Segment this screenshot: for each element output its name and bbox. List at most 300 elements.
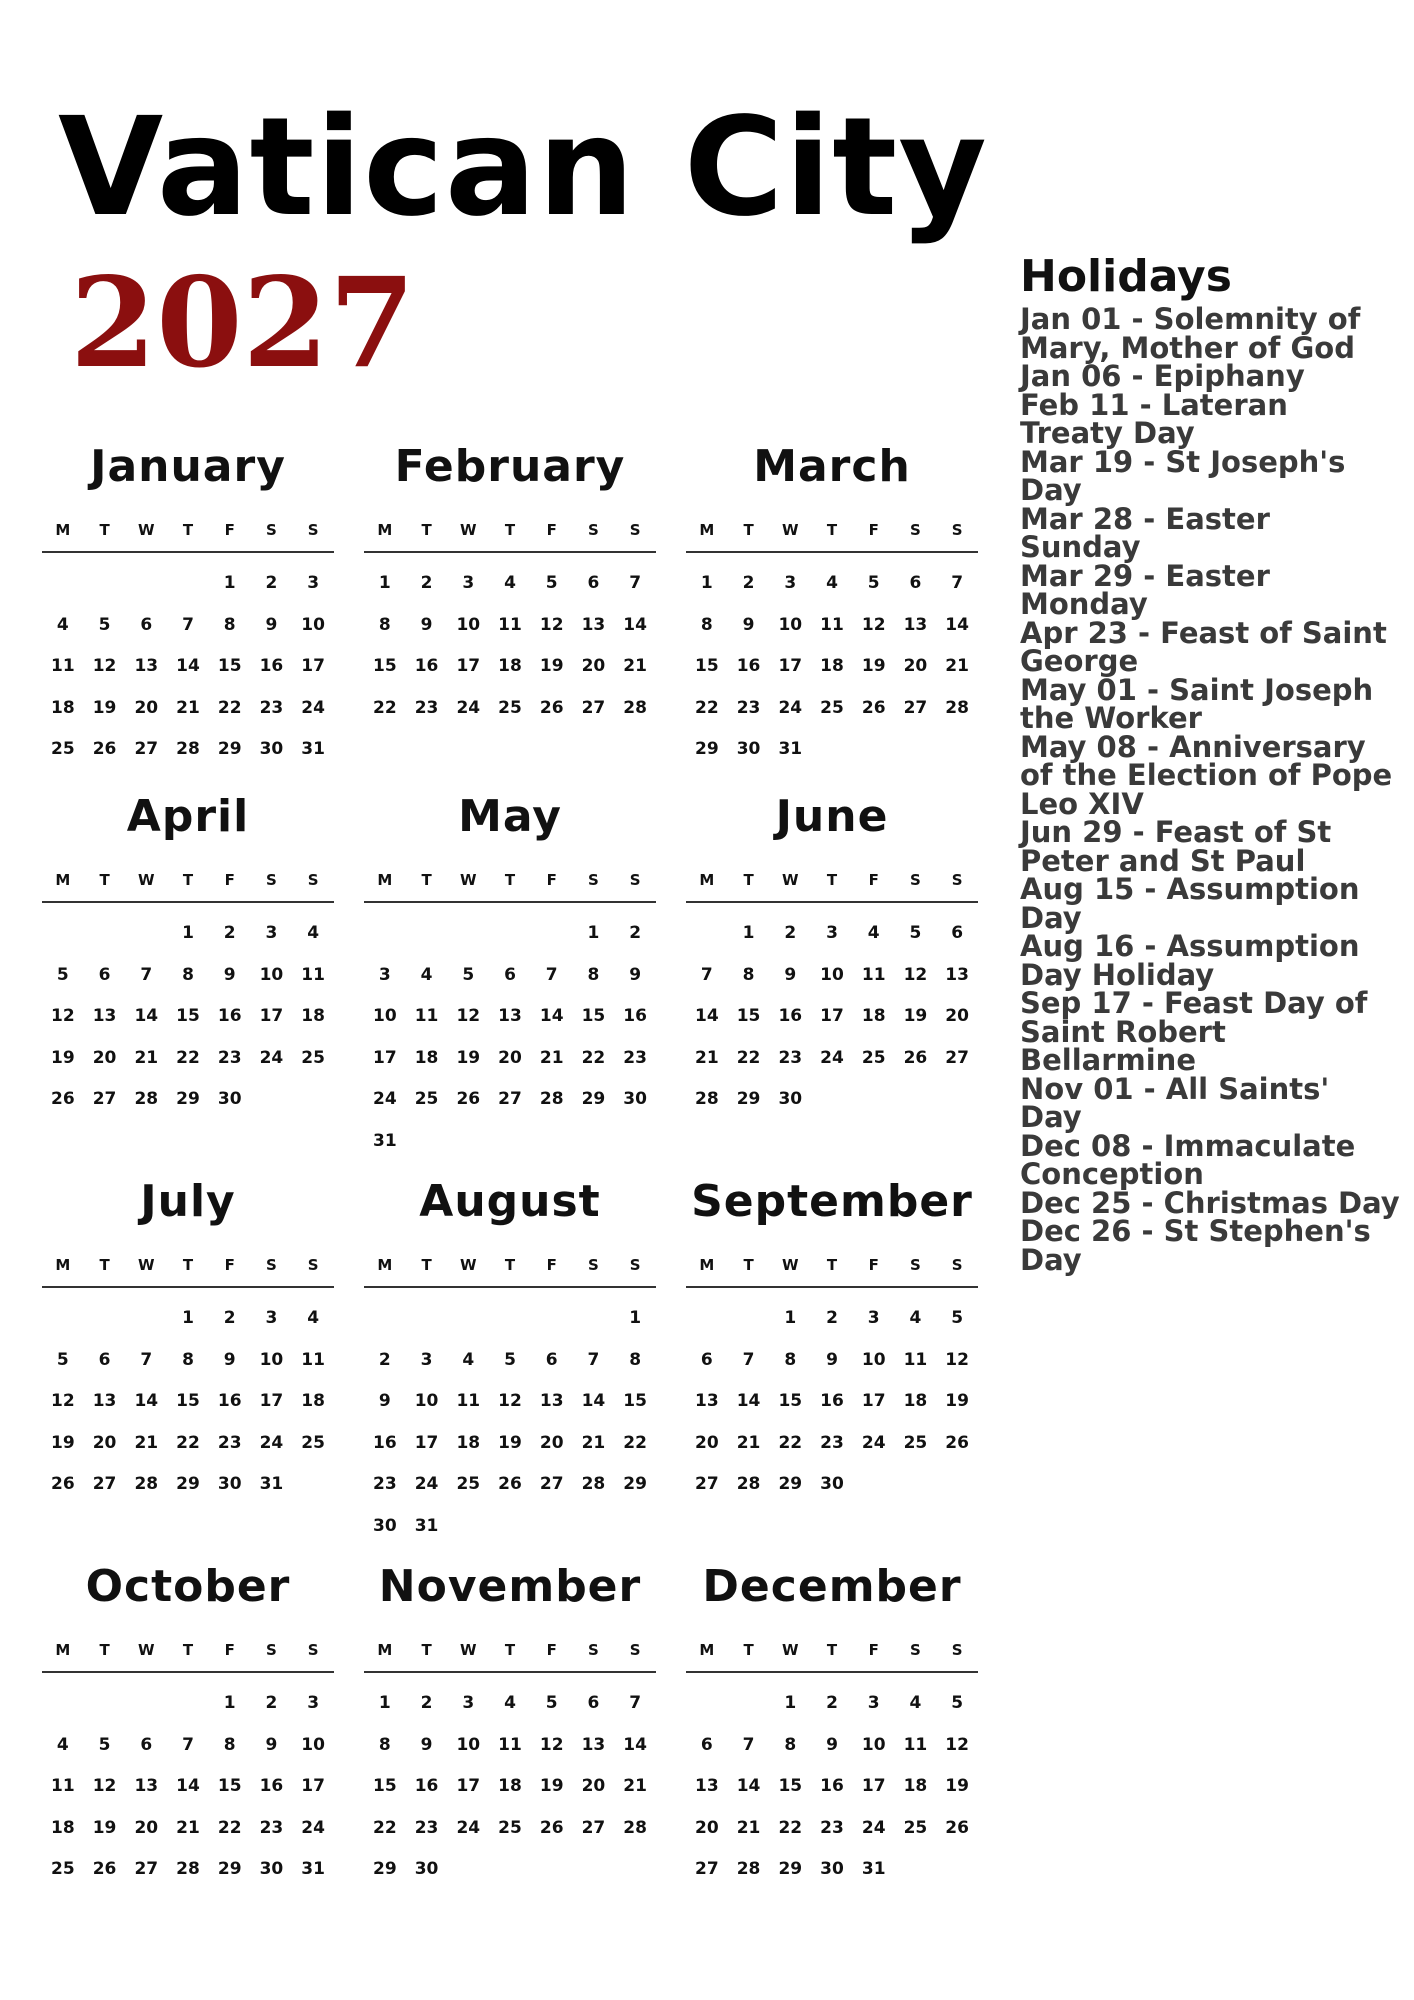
day-cell: 12 [861, 614, 886, 635]
day-cell: 8 [587, 964, 600, 985]
day-cell: 17 [414, 1432, 439, 1453]
weekday-label: W [782, 521, 799, 539]
day-cell: 12 [498, 1391, 522, 1411]
day-cell: 25 [414, 1089, 439, 1109]
day-cell: 11 [861, 964, 886, 985]
day-cell: 7 [951, 573, 964, 593]
days-grid [686, 1673, 978, 1891]
day-cell: 6 [587, 573, 600, 593]
empty-cell [125, 563, 167, 605]
day-cell: 29 [695, 739, 719, 759]
day-cell: 14 [176, 1776, 200, 1796]
day-cell: 5 [951, 1308, 964, 1328]
month-february [364, 441, 656, 795]
day-cell: 30 [373, 1515, 397, 1536]
holidays-title: Holidays [1020, 251, 1232, 302]
day-cell: 22 [217, 697, 242, 718]
weekday-label: F [868, 1641, 879, 1659]
day-cell: 22 [176, 1432, 200, 1453]
day-cell: 14 [736, 1776, 761, 1796]
day-cell: 7 [742, 1349, 755, 1370]
day-cell: 2 [265, 1693, 278, 1713]
day-cell: 26 [945, 1432, 969, 1453]
holiday-item: Jun 29 - Feast of St Peter and St Paul [1020, 815, 1332, 878]
day-cell: 16 [259, 656, 284, 676]
day-cell: 10 [259, 1349, 284, 1370]
day-cell: 8 [742, 964, 755, 985]
weekday-label: T [182, 521, 194, 539]
day-cell: 9 [223, 964, 236, 985]
day-cell: 12 [92, 656, 117, 676]
day-cell: 30 [623, 1089, 647, 1109]
day-cell: 17 [820, 1006, 844, 1026]
weekday-label: S [588, 521, 599, 539]
weekday-header [42, 1256, 334, 1288]
month-january [42, 441, 334, 795]
day-cell: 26 [92, 1859, 117, 1879]
day-cell: 2 [223, 1308, 236, 1328]
day-cell: 23 [373, 1474, 397, 1494]
day-cell: 25 [301, 1432, 325, 1453]
day-cell: 19 [92, 697, 117, 718]
month-name: January [90, 441, 286, 492]
weekday-label: W [460, 1641, 477, 1659]
day-cell: 3 [462, 573, 475, 593]
weekday-label: T [826, 871, 838, 889]
weekday-label: T [99, 1641, 110, 1659]
weekday-label: T [504, 871, 516, 889]
day-cell: 29 [623, 1474, 647, 1494]
month-march [686, 441, 978, 795]
day-cell: 16 [736, 656, 761, 676]
day-cell: 2 [826, 1693, 838, 1713]
day-cell: 7 [587, 1349, 600, 1370]
day-cell: 15 [373, 1776, 397, 1796]
day-cell: 30 [414, 1859, 439, 1879]
day-cell: 29 [736, 1089, 761, 1109]
day-cell: 25 [903, 1432, 928, 1453]
day-cell: 26 [51, 1089, 75, 1109]
day-cell: 28 [176, 739, 200, 759]
day-cell: 1 [378, 573, 391, 593]
month-name: November [378, 1561, 642, 1612]
day-cell: 6 [700, 1734, 713, 1755]
empty-cell [531, 913, 573, 955]
day-cell: 22 [581, 1047, 606, 1068]
day-cell: 22 [736, 1047, 761, 1068]
weekday-label: S [629, 521, 641, 539]
weekday-header [364, 521, 656, 553]
day-cell: 4 [867, 923, 880, 943]
day-cell: 28 [945, 697, 969, 718]
year-title: 2027 [70, 251, 416, 396]
day-cell: 27 [695, 1859, 719, 1879]
weekday-label: S [266, 1256, 277, 1274]
holiday-item: Apr 23 - Feast of Saint George [1020, 615, 1387, 678]
day-cell: 18 [498, 656, 522, 676]
weekday-label: F [546, 521, 557, 539]
day-cell: 25 [861, 1047, 886, 1068]
day-cell: 23 [820, 1817, 844, 1838]
day-cell: 24 [456, 1817, 481, 1838]
day-cell: 21 [176, 697, 200, 718]
day-cell: 6 [951, 923, 964, 943]
days-grid [364, 903, 656, 1162]
empty-cell [167, 563, 209, 605]
weekday-label: S [266, 871, 277, 889]
days-grid [364, 553, 656, 729]
day-cell: 28 [623, 1817, 647, 1838]
day-cell: 12 [92, 1776, 117, 1796]
month-june [686, 791, 978, 1180]
weekday-label: F [224, 1256, 235, 1274]
day-cell: 8 [378, 1734, 391, 1755]
weekday-header [686, 871, 978, 903]
day-cell: 5 [504, 1349, 516, 1370]
weekday-label: T [99, 1256, 110, 1274]
weekday-label: T [421, 1641, 432, 1659]
day-cell: 15 [176, 1391, 200, 1411]
day-cell: 4 [826, 573, 838, 593]
day-cell: 7 [545, 964, 558, 985]
empty-cell [84, 563, 126, 605]
day-cell: 20 [903, 656, 928, 676]
day-cell: 23 [820, 1432, 844, 1453]
day-cell: 10 [373, 1006, 397, 1026]
day-cell: 10 [414, 1391, 439, 1411]
day-cell: 29 [176, 1474, 200, 1494]
day-cell: 12 [945, 1734, 969, 1755]
day-cell: 10 [778, 614, 803, 635]
holiday-item: May 08 - Anniversary of the Election of Pope Leo XIV [1020, 729, 1393, 821]
day-cell: 15 [778, 1391, 803, 1411]
month-name: June [775, 791, 889, 842]
weekday-label: T [182, 1256, 194, 1274]
day-cell: 15 [695, 656, 719, 676]
day-cell: 20 [92, 1047, 117, 1068]
weekday-label: S [910, 1641, 921, 1659]
day-cell: 2 [265, 573, 278, 593]
day-cell: 24 [778, 697, 803, 718]
day-cell: 22 [778, 1817, 803, 1838]
day-cell: 28 [623, 697, 647, 718]
day-cell: 10 [301, 614, 325, 635]
day-cell: 26 [92, 739, 117, 759]
day-cell: 17 [861, 1391, 886, 1411]
weekday-label: T [504, 1641, 516, 1659]
day-cell: 13 [92, 1006, 117, 1026]
day-cell: 18 [414, 1047, 439, 1068]
day-cell: 18 [51, 697, 75, 718]
weekday-header [364, 1256, 656, 1288]
days-grid [686, 1288, 978, 1506]
day-cell: 31 [778, 739, 803, 759]
month-name: December [702, 1561, 962, 1612]
day-cell: 4 [909, 1308, 922, 1328]
day-cell: 13 [539, 1391, 564, 1411]
day-cell: 18 [301, 1006, 325, 1026]
day-cell: 28 [695, 1089, 719, 1109]
day-cell: 15 [217, 1776, 242, 1796]
day-cell: 1 [182, 1308, 194, 1328]
month-may [364, 791, 656, 1180]
day-cell: 13 [134, 1776, 159, 1796]
day-cell: 30 [259, 739, 284, 759]
day-cell: 28 [736, 1474, 761, 1494]
day-cell: 20 [945, 1006, 969, 1026]
day-cell: 27 [581, 697, 606, 718]
day-cell: 1 [223, 573, 236, 593]
day-cell: 9 [629, 964, 642, 985]
empty-cell [489, 913, 531, 955]
day-cell: 14 [134, 1391, 159, 1411]
weekday-label: S [951, 1641, 963, 1659]
weekday-label: S [266, 521, 277, 539]
day-cell: 5 [98, 614, 111, 635]
day-cell: 18 [301, 1391, 325, 1411]
weekday-label: W [782, 1256, 799, 1274]
weekday-label: W [138, 1256, 155, 1274]
day-cell: 1 [182, 923, 194, 943]
day-cell: 5 [951, 1693, 964, 1713]
day-cell: 11 [51, 1776, 75, 1796]
day-cell: 21 [134, 1432, 159, 1453]
day-cell: 8 [700, 614, 713, 635]
day-cell: 24 [820, 1047, 844, 1068]
day-cell: 10 [861, 1734, 886, 1755]
day-cell: 7 [140, 964, 153, 985]
day-cell: 1 [378, 1693, 391, 1713]
day-cell: 24 [861, 1817, 886, 1838]
weekday-label: T [99, 871, 110, 889]
day-cell: 23 [414, 697, 439, 718]
day-cell: 19 [539, 656, 564, 676]
month-name: May [458, 791, 562, 842]
weekday-header [686, 1641, 978, 1673]
weekday-header [686, 521, 978, 553]
holiday-item: Mar 28 - Easter Sunday [1020, 501, 1270, 564]
weekday-label: F [224, 871, 235, 889]
day-cell: 13 [903, 614, 928, 635]
day-cell: 29 [217, 1859, 242, 1879]
day-cell: 29 [373, 1859, 397, 1879]
day-cell: 28 [176, 1859, 200, 1879]
day-cell: 18 [903, 1776, 928, 1796]
day-cell: 2 [742, 573, 755, 593]
month-april [42, 791, 334, 1180]
day-cell: 20 [92, 1432, 117, 1453]
weekday-label: S [629, 1641, 641, 1659]
day-cell: 21 [945, 656, 969, 676]
day-cell: 17 [456, 1776, 481, 1796]
day-cell: 26 [945, 1817, 969, 1838]
empty-cell [447, 913, 489, 955]
day-cell: 28 [134, 1474, 159, 1494]
weekday-label: T [826, 1256, 838, 1274]
day-cell: 26 [498, 1474, 522, 1494]
empty-cell [84, 1683, 126, 1725]
day-cell: 26 [51, 1474, 75, 1494]
weekday-label: M [55, 871, 71, 889]
day-cell: 9 [420, 614, 433, 635]
day-cell: 22 [373, 1817, 397, 1838]
empty-cell [686, 1683, 728, 1725]
day-cell: 24 [456, 697, 481, 718]
day-cell: 13 [134, 656, 159, 676]
day-cell: 15 [176, 1006, 200, 1026]
day-cell: 22 [695, 697, 719, 718]
days-grid [42, 1288, 334, 1506]
day-cell: 2 [420, 573, 433, 593]
day-cell: 6 [700, 1349, 713, 1370]
day-cell: 15 [736, 1006, 761, 1026]
holiday-list [1020, 302, 1400, 1277]
weekday-label: F [868, 1256, 879, 1274]
day-cell: 12 [456, 1006, 481, 1026]
day-cell: 9 [742, 614, 755, 635]
weekday-label: F [868, 871, 879, 889]
day-cell: 22 [217, 1817, 242, 1838]
day-cell: 8 [784, 1349, 797, 1370]
day-cell: 19 [945, 1776, 969, 1796]
day-cell: 9 [223, 1349, 236, 1370]
day-cell: 20 [498, 1047, 522, 1068]
empty-cell [686, 913, 728, 955]
holiday-item: Jan 06 - Epiphany [1020, 359, 1305, 393]
days-grid [364, 1673, 656, 1891]
holidays-panel [1020, 251, 1400, 1277]
day-cell: 30 [778, 1089, 803, 1109]
day-cell: 2 [378, 1349, 391, 1370]
day-cell: 6 [98, 1349, 111, 1370]
holiday-item: Mar 19 - St Joseph's Day [1020, 444, 1346, 507]
weekday-label: M [699, 521, 715, 539]
day-cell: 16 [217, 1006, 242, 1026]
day-cell: 3 [867, 1308, 880, 1328]
weekday-header [686, 1256, 978, 1288]
weekday-label: S [629, 871, 641, 889]
day-cell: 9 [826, 1734, 838, 1755]
weekday-label: M [55, 1256, 71, 1274]
month-august [364, 1176, 656, 1565]
day-cell: 29 [778, 1859, 803, 1879]
day-cell: 24 [373, 1089, 397, 1109]
weekday-label: S [588, 871, 599, 889]
empty-cell [125, 1683, 167, 1725]
day-cell: 8 [223, 614, 236, 635]
day-cell: 17 [373, 1047, 397, 1068]
day-cell: 3 [307, 1693, 320, 1713]
day-cell: 22 [176, 1047, 200, 1068]
weekday-label: S [910, 1256, 921, 1274]
day-cell: 20 [581, 656, 606, 676]
weekday-label: T [504, 1256, 516, 1274]
day-cell: 11 [301, 964, 325, 985]
month-september [686, 1176, 978, 1565]
empty-cell [42, 563, 84, 605]
day-cell: 25 [51, 739, 75, 759]
day-cell: 3 [420, 1349, 433, 1370]
day-cell: 9 [265, 1734, 278, 1755]
weekday-label: T [743, 1641, 754, 1659]
weekday-label: W [782, 871, 799, 889]
empty-cell [167, 1683, 209, 1725]
country-title: Vatican City [58, 89, 988, 247]
day-cell: 16 [217, 1391, 242, 1411]
day-cell: 15 [581, 1006, 606, 1026]
day-cell: 19 [51, 1432, 75, 1453]
day-cell: 14 [134, 1006, 159, 1026]
empty-cell [406, 913, 448, 955]
day-cell: 23 [259, 697, 284, 718]
day-cell: 9 [420, 1734, 433, 1755]
day-cell: 28 [539, 1089, 564, 1109]
day-cell: 31 [259, 1474, 284, 1494]
day-cell: 5 [545, 1693, 558, 1713]
days-grid [364, 1288, 656, 1547]
day-cell: 9 [378, 1391, 391, 1411]
month-october [42, 1561, 334, 1915]
day-cell: 21 [176, 1817, 200, 1838]
holiday-item: May 01 - Saint Joseph the Worker [1020, 672, 1374, 735]
day-cell: 15 [623, 1391, 647, 1411]
day-cell: 12 [945, 1349, 969, 1370]
day-cell: 20 [539, 1432, 564, 1453]
empty-cell [489, 1298, 531, 1340]
day-cell: 24 [259, 1432, 284, 1453]
day-cell: 21 [695, 1047, 719, 1068]
holiday-item: Aug 15 - Assumption Day [1020, 872, 1360, 935]
day-cell: 14 [695, 1006, 719, 1026]
day-cell: 23 [217, 1047, 242, 1068]
day-cell: 4 [307, 923, 320, 943]
day-cell: 13 [945, 964, 969, 985]
day-cell: 20 [134, 1817, 159, 1838]
weekday-label: W [782, 1641, 799, 1659]
empty-cell [686, 1298, 728, 1340]
day-cell: 30 [217, 1474, 242, 1494]
day-cell: 1 [784, 1308, 797, 1328]
empty-cell [42, 1298, 84, 1340]
weekday-label: S [951, 521, 963, 539]
day-cell: 30 [820, 1859, 844, 1879]
day-cell: 14 [736, 1391, 761, 1411]
empty-cell [125, 1298, 167, 1340]
day-cell: 21 [539, 1047, 564, 1068]
day-cell: 30 [820, 1474, 844, 1494]
month-name: October [85, 1561, 291, 1612]
days-grid [686, 903, 978, 1121]
day-cell: 13 [581, 614, 606, 635]
day-cell: 20 [581, 1776, 606, 1796]
day-cell: 9 [784, 964, 797, 985]
day-cell: 3 [307, 573, 320, 593]
day-cell: 27 [903, 697, 928, 718]
day-cell: 12 [903, 964, 928, 985]
day-cell: 7 [700, 964, 713, 985]
weekday-label: T [421, 871, 432, 889]
day-cell: 17 [259, 1391, 284, 1411]
weekday-header [364, 871, 656, 903]
day-cell: 23 [414, 1817, 439, 1838]
day-cell: 19 [92, 1817, 117, 1838]
day-cell: 21 [134, 1047, 159, 1068]
day-cell: 8 [784, 1734, 797, 1755]
day-cell: 25 [903, 1817, 928, 1838]
month-name: March [753, 441, 911, 492]
empty-cell [42, 1683, 84, 1725]
day-cell: 6 [504, 964, 516, 985]
